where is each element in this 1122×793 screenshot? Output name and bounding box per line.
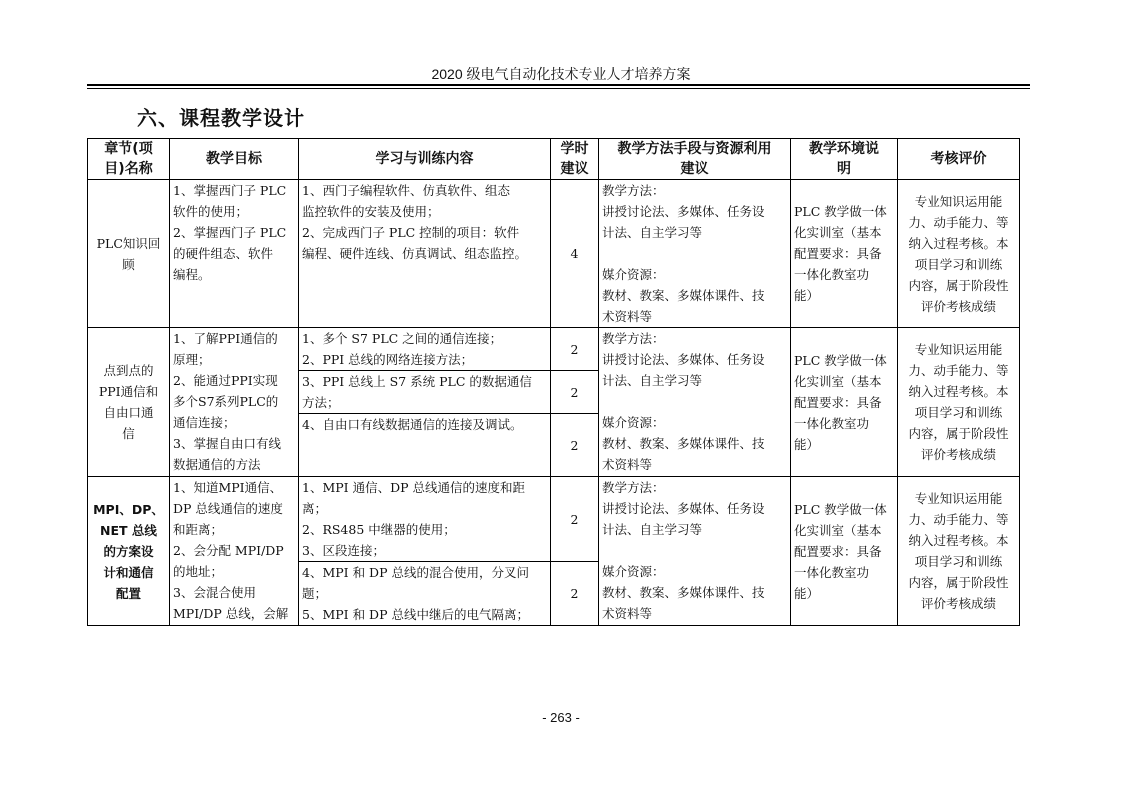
chapter-cell: MPI、DP、 NET 总线 的方案设 计和通信 配置: [88, 477, 170, 626]
header-rule-thick: [87, 84, 1030, 86]
env-cell: PLC 教学做一体 化实训室（基本 配置要求：具备 一体化教室功 能）: [791, 328, 898, 477]
table-header-row: [88, 139, 1020, 180]
content-cell: 1、多个 S7 PLC 之间的通信连接； 2、PPI 总线的网络连接方法；: [299, 328, 551, 371]
table-row: [88, 328, 1020, 371]
content-cell: 4、MPI 和 DP 总线的混合使用，分叉问 题； 5、MPI 和 DP 总线中继后的电气隔离；: [299, 562, 551, 626]
eval-cell: 专业知识运用能 力、动手能力、等 纳入过程考核。本 项目学习和训练 内容，属于阶段性 评价考核成绩: [898, 328, 1020, 477]
header-env: 教学环境说 明: [791, 139, 898, 180]
goal-cell: 1、知道MPI通信、 DP 总线通信的速度 和距离； 2、会分配 MPI/DP 的地址； 3、会混合使用 MPI/DP 总线，会解: [170, 477, 299, 626]
table-row: [88, 180, 1020, 328]
header-eval: 考核评价: [898, 139, 1020, 180]
content-cell: 4、自由口有线数据通信的连接及调试。: [299, 414, 551, 477]
header-chapter: 章节(项 目)名称: [88, 139, 170, 180]
hours-cell: 2: [551, 477, 599, 562]
method-cell: 教学方法： 讲授讨论法、多媒体、任务设 计法、自主学习等 媒介资源： 教材、教案、多媒体课件、技 术资料等: [599, 477, 791, 626]
env-cell: PLC 教学做一体 化实训室（基本 配置要求：具备 一体化教室功 能）: [791, 180, 898, 328]
eval-cell: 专业知识运用能 力、动手能力、等 纳入过程考核。本 项目学习和训练 内容，属于阶段性 评价考核成绩: [898, 180, 1020, 328]
method-cell: 教学方法： 讲授讨论法、多媒体、任务设 计法、自主学习等 媒介资源： 教材、教案、多媒体课件、技 术资料等: [599, 180, 791, 328]
hours-cell: 2: [551, 371, 599, 414]
goal-cell: 1、掌握西门子 PLC 软件的使用； 2、掌握西门子 PLC 的硬件组态、软件 编程。: [170, 180, 299, 328]
content-cell: 1、西门子编程软件、仿真软件、组态 监控软件的安装及使用； 2、完成西门子 PLC 控制的项目：软件 编程、硬件连线、仿真调试、组态监控。: [299, 180, 551, 328]
hours-cell: 2: [551, 414, 599, 477]
content-cell: 3、PPI 总线上 S7 系统 PLC 的数据通信 方法；: [299, 371, 551, 414]
content-cell: 1、MPI 通信、DP 总线通信的速度和距 离； 2、RS485 中继器的使用； 3、区段连接；: [299, 477, 551, 562]
hours-cell: 2: [551, 562, 599, 626]
header-method: 教学方法手段与资源利用 建议: [599, 139, 791, 180]
header-hours: 学时 建议: [551, 139, 599, 180]
hours-cell: 4: [551, 180, 599, 328]
env-cell: PLC 教学做一体 化实训室（基本 配置要求：具备 一体化教室功 能）: [791, 477, 898, 626]
chapter-cell: 点到点的 PPI通信和 自由口通 信: [88, 328, 170, 477]
section-title: 六、课程教学设计: [137, 106, 305, 130]
course-design-table: [87, 138, 1020, 626]
hours-cell: 2: [551, 328, 599, 371]
goal-cell: 1、了解PPI通信的 原理； 2、能通过PPI实现 多个S7系列PLC的 通信连接； 3、掌握自由口有线 数据通信的方法: [170, 328, 299, 477]
eval-cell: 专业知识运用能 力、动手能力、等 纳入过程考核。本 项目学习和训练 内容，属于阶段性 评价考核成绩: [898, 477, 1020, 626]
page-number: - 263 -: [542, 710, 580, 725]
header-content: 学习与训练内容: [299, 139, 551, 180]
header-goal: 教学目标: [170, 139, 299, 180]
table-row: [88, 477, 1020, 562]
method-cell: 教学方法： 讲授讨论法、多媒体、任务设 计法、自主学习等 媒介资源： 教材、教案、多媒体课件、技 术资料等: [599, 328, 791, 477]
header-rule-thin: [87, 88, 1030, 89]
chapter-cell: PLC知识回 顾: [88, 180, 170, 328]
page-header: 2020 级电气自动化技术专业人才培养方案: [431, 66, 691, 82]
